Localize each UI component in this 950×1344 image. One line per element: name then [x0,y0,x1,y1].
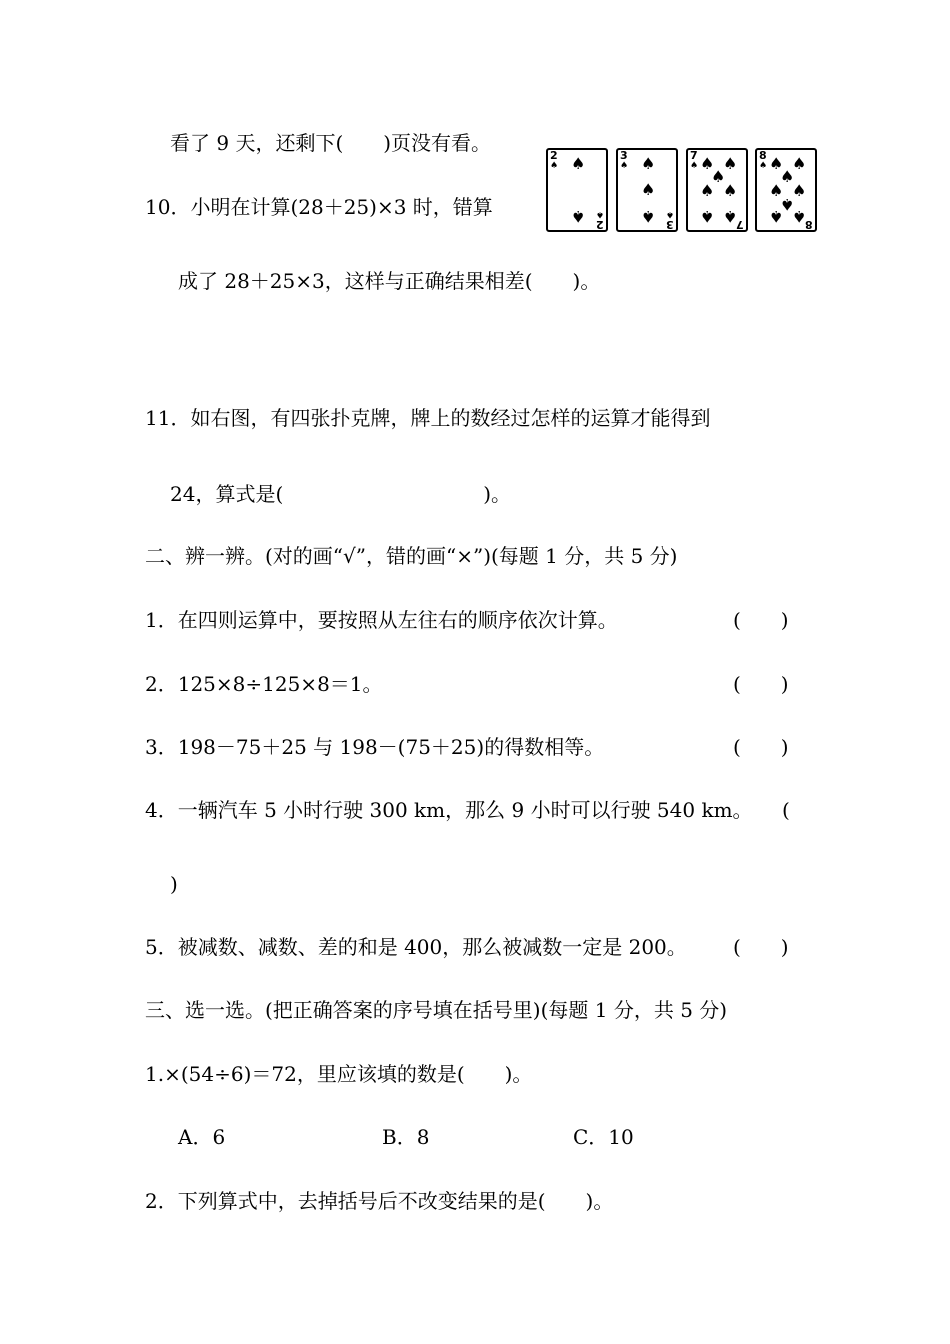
card-rank: 3 [666,218,674,231]
section-three-heading: 三、选一选。(把正确答案的序号填在括号里)(每题 1 分，共 5 分) [145,998,728,1022]
card-rank: 2 [596,218,604,231]
spade-icon: ♠ [665,209,674,219]
spade-icon: ♠ [792,181,807,200]
spade-icon: ♠ [641,154,656,173]
judge-q2: 2．125×8÷125×8＝1。 [145,672,383,696]
card-2 [546,148,608,232]
card-7 [686,148,748,232]
card-3 [616,148,678,232]
spade-icon: ♠ [641,180,656,199]
spade-icon: ♠ [700,154,715,173]
spade-icon: ♠ [690,161,699,171]
playing-cards-figure [546,148,818,234]
line-q11: 11．如右图，有四张扑克牌，牌上的数经过怎样的运算才能得到 [145,406,711,430]
answer-bracket-q4-open[interactable]: ( [782,798,790,822]
spade-icon: ♠ [571,207,586,226]
spade-icon: ♠ [700,181,715,200]
spade-icon: ♠ [780,195,795,214]
spade-icon: ♠ [700,207,715,226]
option-a[interactable]: A．6 [178,1125,226,1149]
spade-icon: ♠ [723,154,738,173]
spade-icon: ♠ [550,161,559,171]
answer-bracket-q5[interactable]: ( ) [733,935,789,959]
choice-q1: 1.×(54÷6)＝72，里应该填的数是( )。 [145,1062,533,1086]
judge-q5: 5．被减数、减数、差的和是 400，那么被减数一定是 200。 [145,935,687,959]
spade-icon: ♠ [769,207,784,226]
spade-icon: ♠ [769,181,784,200]
card-rank: 7 [736,218,744,231]
spade-icon: ♠ [759,161,768,171]
spade-icon: ♠ [620,161,629,171]
line-q10-cont: 成了 28＋25×3，这样与正确结果相差( )。 [178,269,601,293]
answer-bracket-q1[interactable]: ( ) [733,608,789,632]
spade-icon: ♠ [792,154,807,173]
spade-icon: ♠ [792,207,807,226]
card-rank: 2 [550,149,558,162]
line-q11-cont: 24，算式是( )。 [170,482,512,506]
section-two-heading: 二、辨一辨。(对的画“√”，错的画“×”)(每题 1 分，共 5 分) [145,544,678,568]
spade-icon: ♠ [780,167,795,186]
spade-icon: ♠ [723,207,738,226]
spade-icon: ♠ [595,209,604,219]
spade-icon: ♠ [711,167,726,186]
spade-icon: ♠ [723,181,738,200]
judge-q3: 3．198－75＋25 与 198－(75＋25)的得数相等。 [145,735,605,759]
spade-icon: ♠ [641,207,656,226]
card-8 [755,148,817,232]
option-c[interactable]: C．10 [573,1125,634,1149]
option-b[interactable]: B．8 [382,1125,430,1149]
judge-q4: 4．一辆汽车 5 小时行驶 300 km，那么 9 小时可以行驶 540 km。 [145,798,753,822]
answer-bracket-q4-close[interactable]: ) [170,872,178,896]
card-rank: 3 [620,149,628,162]
answer-bracket-q3[interactable]: ( ) [733,735,789,759]
spade-icon: ♠ [571,154,586,173]
judge-q1: 1．在四则运算中，要按照从左往右的顺序依次计算。 [145,608,618,632]
answer-bracket-q2[interactable]: ( ) [733,672,789,696]
spade-icon: ♠ [769,154,784,173]
line-q10: 10．小明在计算(28＋25)×3 时，错算 [145,195,493,219]
card-rank: 8 [759,149,767,162]
choice-q2: 2．下列算式中，去掉括号后不改变结果的是( )。 [145,1189,614,1213]
card-rank: 7 [690,149,698,162]
line-q9-cont: 看了 9 天，还剩下( )页没有看。 [170,131,492,155]
card-rank: 8 [805,218,813,231]
